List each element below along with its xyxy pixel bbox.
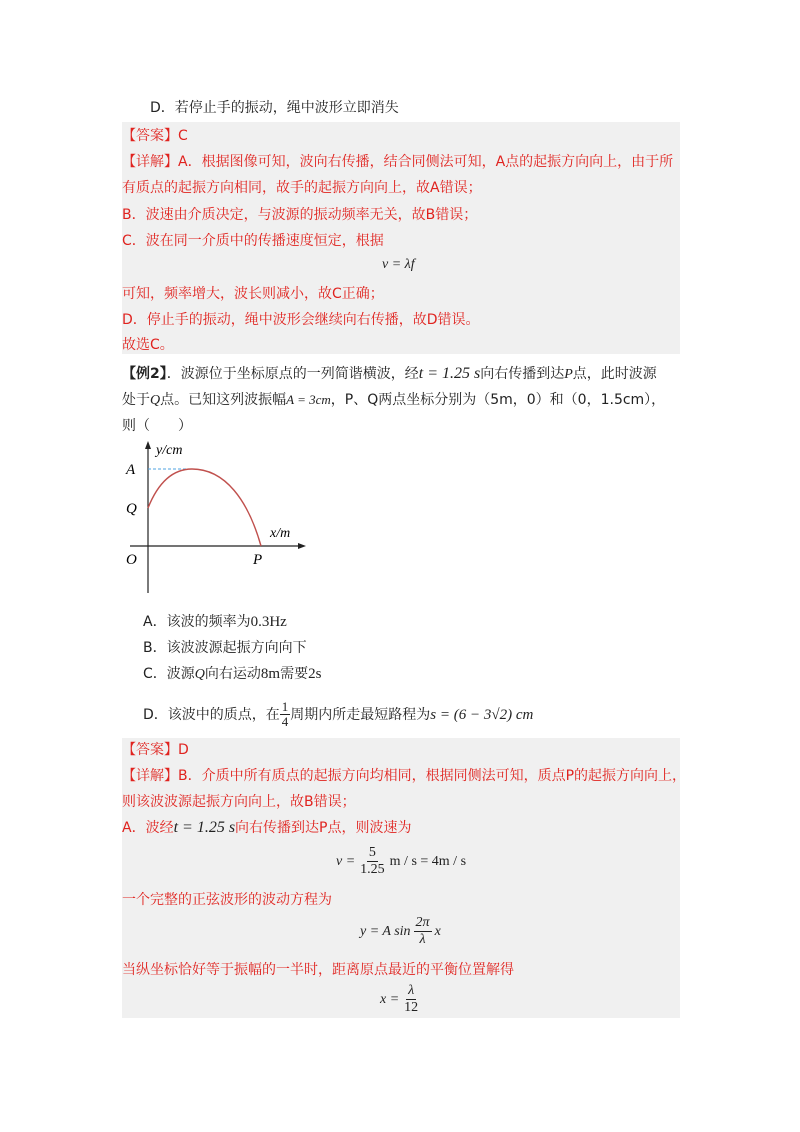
option-d-b: 周期内所走最短路程为 — [290, 706, 431, 723]
y-axis-arrow — [145, 441, 151, 449]
example2-stem-c: 点，此时波源 — [572, 366, 657, 382]
answer2-line3 — [122, 818, 412, 838]
f3-den: 12 — [404, 1000, 419, 1015]
y-axis-label: y/cm — [156, 443, 183, 458]
answer1-line2: 有质点的起振方向相同，故手的起振方向向上，故A错误； — [122, 180, 482, 196]
formula-v-lambda-f: v = λf — [382, 257, 415, 272]
example2-tag: 【例2】 — [122, 366, 167, 382]
example2-stem-a: ．波源位于坐标原点的一列简谐横波，经 — [166, 366, 419, 382]
f3-num: λ — [408, 983, 415, 998]
option-d — [143, 700, 533, 729]
option-a-value: 0.3Hz — [250, 614, 287, 630]
f3-lhs: x = — [380, 991, 400, 1007]
option-d-formula: s = (6 − 3√2) cm — [430, 706, 534, 723]
answer1-line1-text: A．根据图像可知，波向右传播，结合同侧法可知，A点的起振方向向上，由于所 — [178, 154, 674, 170]
f2-lhs: y = A sin — [360, 923, 411, 939]
wave-graph — [120, 438, 310, 598]
answer2-line3-a: A．波经 — [122, 820, 174, 836]
answer1-line3: B．波速由介质决定，与波源的振动频率无关，故B错误； — [122, 207, 478, 223]
option-d-frac-den: 4 — [281, 714, 289, 729]
label-p: P — [253, 552, 263, 568]
detail-label-2: 【详解】 — [122, 768, 178, 784]
example2-line2-b: 点。已知这列波振幅 — [160, 392, 287, 408]
answer1-line5: 可知，频率增大，波长则减小，故C正确； — [122, 286, 384, 302]
f2-rhs: x — [434, 923, 441, 939]
example2-stem-b: 向右传播到达 — [480, 366, 565, 382]
option-c-dist: 8m — [260, 666, 281, 682]
answer1-line7: 故选C。 — [122, 337, 174, 353]
example2-t-value: t = 1.25 s — [418, 365, 481, 382]
f3-fraction — [402, 983, 420, 1016]
option-b: B．该波波源起振方向向下 — [143, 640, 307, 656]
option-c-q: Q — [194, 667, 205, 682]
answer-label-2: 【答案】D — [122, 742, 189, 758]
f1-num: 5 — [368, 845, 376, 860]
option-c-a: C．波源 — [143, 666, 195, 682]
example2-amp: A = 3cm — [286, 392, 331, 407]
example2-line2-c: ，P、Q两点坐标分别为（5m，0）和（0，1.5cm）， — [330, 392, 666, 408]
wave-curve — [148, 469, 261, 546]
example2-line2 — [122, 390, 665, 411]
answer2-line1-text: B．介质中所有质点的起振方向均相同，根据同侧法可知，质点P的起振方向向上， — [178, 768, 687, 784]
answer2-line1 — [122, 766, 686, 786]
f2-fraction — [414, 915, 432, 948]
f1-fraction — [358, 845, 387, 878]
x-axis-arrow — [298, 543, 306, 549]
example2-q: Q — [150, 393, 161, 408]
label-o: O — [126, 552, 137, 568]
answer2-line5: 当纵坐标恰好等于振幅的一半时，距离原点最近的平衡位置解得 — [122, 962, 514, 978]
option-d-prev: D．若停止手的振动，绳中波形立即消失 — [150, 100, 399, 116]
f2-den: λ — [419, 932, 426, 947]
option-a-text: A．该波的频率为 — [143, 614, 251, 630]
answer1-line4: C．波在同一介质中的传播速度恒定，根据 — [122, 233, 384, 249]
detail-label-1: 【详解】 — [122, 154, 178, 170]
answer2-line2: 则该波波源起振方向向上，故B错误； — [122, 794, 356, 810]
answer2-line3-b: 向右传播到达P点，则波速为 — [235, 820, 412, 836]
answer1-line1 — [122, 152, 673, 172]
answer2-line3-t: t = 1.25 s — [173, 819, 236, 836]
formula-velocity — [336, 845, 466, 878]
f2-num: 2π — [415, 915, 430, 930]
option-d-a: D．该波中的质点，在 — [143, 706, 280, 723]
option-c-time: 2s — [308, 666, 322, 682]
option-c-c: 需要 — [280, 666, 309, 682]
f1-rhs: m / s = 4m / s — [389, 853, 467, 869]
label-a: A — [126, 462, 136, 478]
example2-line1 — [122, 364, 657, 385]
f1-lhs: v = — [336, 853, 356, 869]
formula-wave-equation — [360, 915, 441, 948]
f1-den: 1.25 — [360, 862, 385, 877]
option-a — [143, 612, 287, 632]
answer1-line6: D．停止手的振动，绳中波形会继续向右传播，故D错误。 — [122, 312, 480, 328]
formula-x-lambda — [380, 983, 420, 1016]
label-q: Q — [126, 501, 137, 517]
example2-line3: 则（ ） — [122, 418, 192, 434]
option-d-fraction — [280, 700, 291, 729]
option-d-frac-num: 1 — [281, 699, 289, 714]
example2-line2-a: 处于 — [122, 392, 150, 408]
option-c — [143, 664, 321, 685]
answer-label-1: 【答案】C — [122, 128, 188, 144]
example2-p: P — [564, 367, 573, 382]
x-axis-label: x/m — [270, 526, 291, 541]
answer2-line4: 一个完整的正弦波形的波动方程为 — [122, 892, 332, 908]
option-c-b: 向右运动 — [204, 666, 261, 682]
